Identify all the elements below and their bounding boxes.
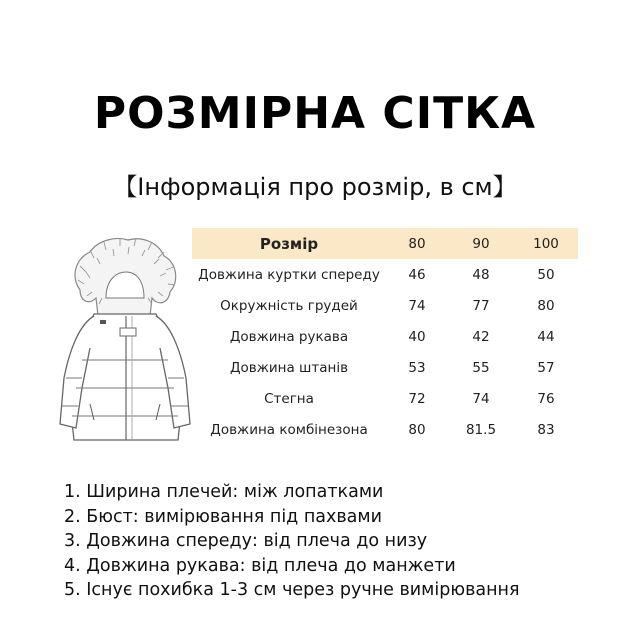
measurement-notes xyxy=(64,480,520,603)
cell-value: 53 xyxy=(408,359,426,376)
table-row xyxy=(192,290,578,321)
cell-value: 46 xyxy=(408,266,426,283)
table-row xyxy=(192,414,578,445)
cell-value: 57 xyxy=(537,359,555,376)
note-item: 1. Ширина плечей: між лопатками xyxy=(64,482,384,502)
cell-value: 74 xyxy=(408,297,426,314)
cell-value: 50 xyxy=(537,266,555,283)
cell-value: 76 xyxy=(537,390,555,407)
note-item: 5. Існує похибка 1-3 см через ручне вимірювання xyxy=(64,580,520,600)
row-label: Довжина рукава xyxy=(229,328,349,345)
table-row xyxy=(192,352,578,383)
row-label: Стегна xyxy=(264,390,314,407)
cell-value: 83 xyxy=(537,421,555,438)
note-item: 3. Довжина спереду: від плеча до низу xyxy=(64,531,428,551)
cell-value: 44 xyxy=(537,328,555,345)
table-row xyxy=(192,259,578,290)
row-label: Окружність грудей xyxy=(220,297,358,314)
size-table-header xyxy=(192,228,578,259)
cell-value: 55 xyxy=(472,359,490,376)
cell-value: 42 xyxy=(472,328,490,345)
cell-value: 80 xyxy=(408,421,426,438)
size-header-label: Розмір xyxy=(259,234,319,253)
row-label: Довжина комбінезона xyxy=(210,421,368,438)
page-title: РОЗМІРНА СІТКА xyxy=(93,88,537,139)
size-header-80: 80 xyxy=(408,235,426,252)
cell-value: 40 xyxy=(408,328,426,345)
size-header-100: 100 xyxy=(533,235,559,252)
size-header-90: 90 xyxy=(472,235,490,252)
cell-value: 77 xyxy=(472,297,490,314)
page-subtitle: 【Інформація про розмір, в см】 xyxy=(113,173,517,201)
cell-value: 72 xyxy=(408,390,426,407)
cell-value: 80 xyxy=(537,297,555,314)
cell-value: 81.5 xyxy=(465,421,497,438)
row-label: Довжина куртки спереду xyxy=(198,266,380,283)
size-table xyxy=(192,228,578,445)
note-item: 4. Довжина рукава: від плеча до манжети xyxy=(64,555,456,576)
cell-value: 74 xyxy=(472,390,490,407)
note-item: 2. Бюст: вимірювання під пахвами xyxy=(64,506,382,527)
table-row xyxy=(192,383,578,414)
cell-value: 48 xyxy=(472,266,490,283)
row-label: Довжина штанів xyxy=(229,359,349,376)
jacket-illustration xyxy=(40,228,208,460)
table-row xyxy=(192,321,578,352)
